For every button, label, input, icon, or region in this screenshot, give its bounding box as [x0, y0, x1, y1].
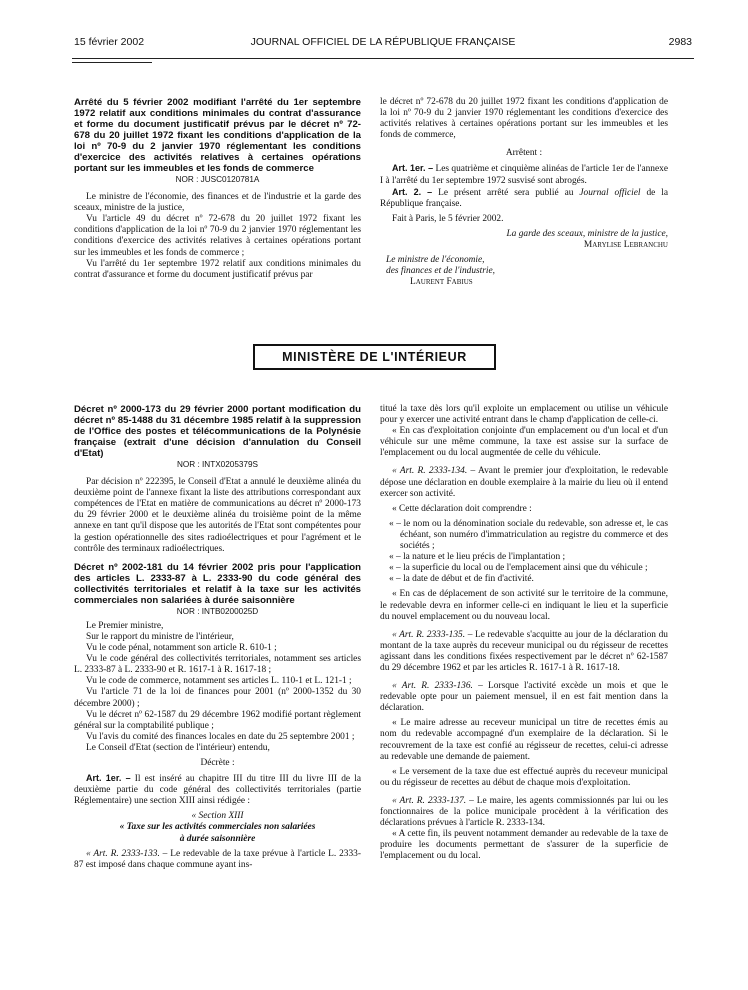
decree-visa: Vu l'avis du comité des finances locales en date du 25 septembre 2001 ; [86, 731, 355, 742]
arrete-article-1 [380, 163, 668, 186]
article-label: « Art. R. 2333-134. [392, 466, 468, 477]
signatory-1-title: La garde des sceaux, ministre de la justice, [506, 228, 668, 239]
arrete-article-2 [380, 187, 668, 210]
decree-2002-181-title: Décret nº 2002-181 du 14 février 2002 pris pour l'application des articles L. 2333-87 à L. 2333-90 du code général des collectivités territoriales et relatif à la taxe sur les activités commerciales non salariées à durée saisonnière [74, 561, 361, 606]
decree-2000-173-title: Décret nº 2000-173 du 29 février 2000 portant modification du décret nº 85-1488 du 31 décembre 1985 relatif à la suppression de l'Office des postes et télécommunications de la Polynésie française (extrait d'une décision d'annulation du Conseil d'Etat) [74, 404, 361, 459]
body-paragraph: « A cette fin, ils peuvent notamment demander au redevable de la taxe de produire les documents permettant de s'assurer de la superficie de l'emplacement ou du local. [380, 829, 668, 862]
decree-visa: Vu l'article 71 de la loi de finances pour 2001 (nº 2000-1352 du 30 décembre 2000) ; [74, 687, 361, 709]
arrete-continuation: le décret nº 72-678 du 20 juillet 1972 fixant les conditions d'application de la loi nº 70-9 du 2 janvier 1970 réglementant les conditions d'exercice des activités relatives à certaines opérations portant sur les immeubles et les fonds de commerce, [380, 97, 668, 141]
decree-visa: Vu le code pénal, notamment son article R. 610-1 ; [86, 643, 277, 654]
list-item: « – le nom ou la dénomination sociale du redevable, son adresse et, le cas échéant, son numéro d'immatriculation au registre du commerce et des sociétés ; [389, 518, 668, 552]
decree-visa: Vu le code général des collectivités territoriales, notamment ses articles L. 2333-87 à L. 2333-90 et R. 1617-1 à R. 1617-18 ; [74, 654, 361, 676]
decree-article-1-text: Il est inséré au chapitre III du titre III du livre III de la deuxième partie du code général des collectivités territoriales (partie Réglementaire) une section XIII ainsi rédigée : [74, 774, 362, 807]
article-r2333-137 [380, 796, 668, 829]
signatory-2-name: Laurent Fabius [410, 277, 473, 288]
header-date: 15 février 2002 [74, 36, 145, 48]
arrete-column-left [74, 97, 361, 281]
article-1-text: Les quatrième et cinquième alinéas de l'article 1er de l'annexe I à l'arrêté du 1er septembre 1972 susvisé sont abrogés. [380, 164, 669, 186]
decree-2000-173-body: Par décision nº 222395, le Conseil d'Etat a annulé le deuxième alinéa du deuxième point de l'annexe fixant la liste des attributions correspondant aux compétences de l'Etat en matière de communications au décret nº 2000-173 du 29 février 2000 et le deuxième alinéa du troisième point de la même annexe en tant qu'il dispose que les autorités de l'Etat sont compétentes pour la gestion opérationnelle des sites radioélectriques et pour l'agrément et le contrôle des terminaux radioélectriques. [74, 477, 361, 554]
decree-article-1 [74, 773, 361, 807]
article-2-text: Le présent arrêté sera publié au [438, 187, 574, 198]
article-text: – Lorsque l'activité excède un mois et que le redevable opte pour un paiement mensuel, il en est fait mention dans la déclaration. [380, 681, 668, 714]
article-r2333-136 [380, 681, 668, 714]
arrete-para: Vu l'arrêté du 1er septembre 1972 relatif aux conditions minimales du contrat d'assurance et forme du document justificatif prévus par [74, 258, 361, 280]
article-r2333-135 [380, 630, 668, 674]
article-2-label: Art. 2. – [392, 186, 433, 197]
header-rule [72, 58, 694, 59]
body-paragraph: « En cas d'exploitation conjointe d'un emplacement ou d'un local et d'un véhicule sur une même commune, la taxe est assise sur la surface de l'emplacement ou du local augmentée de celle du véhicule. [380, 426, 668, 459]
decree-visa: Le Conseil d'Etat (section de l'intérieur) entendu, [86, 742, 270, 753]
body-paragraph: « En cas de déplacement de son activité sur le territoire de la commune, le redevable devra en informer celle-ci en indiquant le lieu et la superficie du nouvel emplacement ou du nouveau local. [380, 589, 668, 622]
signatory-1-name: Marylise Lebranchu [583, 240, 668, 251]
running-header [74, 36, 692, 52]
decree-visa: Vu le code de commerce, notamment ses articles L. 110-1 et L. 121-1 ; [86, 676, 352, 687]
article-r2333-134 [380, 466, 668, 499]
section-xiii-subtitle: à durée saisonnière [179, 833, 256, 844]
arretent-label: Arrêtent : [505, 148, 543, 159]
decree-article-1-label: Art. 1er. – [86, 773, 131, 784]
article-2-text-end: de la République française. [380, 187, 669, 209]
journal-title: JOURNAL OFFICIEL DE LA RÉPUBLIQUE FRANÇAISE [250, 36, 516, 48]
decrete-label: Décrète : [200, 757, 235, 768]
arrete-title: Arrêté du 5 février 2002 modifiant l'arrêté du 1er septembre 1972 relatif aux conditions minimales du contrat d'assurance et forme du document justificatif prévus par le décret nº 72-678 du 20 juillet 1972 fixant les conditions d'application de la loi nº 70-9 du 2 janvier 1970 réglementant les conditions d'exercice des activités relatives à certaines opérations portant sur les immeubles et les fonds de commerce [74, 97, 361, 174]
arrete-column-right [380, 97, 668, 288]
section-xiii-subtitle: « Taxe sur les activités commerciales non salariées [119, 822, 316, 833]
body-paragraph: « Le versement de la taxe due est effectué auprès du receveur municipal ou du régisseur de recettes au début de chaque mois d'exploitation. [380, 766, 668, 788]
article-label: « Art. R. 2333-136. [392, 681, 473, 692]
arrete-para: Le ministre de l'économie, des finances et de l'industrie et la garde des sceaux, ministre de la justice, [74, 192, 361, 214]
article-text: – Le redevable de la taxe prévue à l'article L. 2333-87 est imposé dans chaque commune ayant ins- [74, 848, 361, 870]
decree-column-right [380, 404, 668, 862]
article-label: « Art. R. 2333-135. [392, 629, 466, 640]
arrete-nor: NOR : JUSC0120781A [175, 175, 260, 184]
decree-2000-173-nor: NOR : INTX0205379S [176, 460, 258, 469]
list-item: « – la date de début et de fin d'activité. [389, 574, 534, 585]
fait-a-paris: Fait à Paris, le 5 février 2002. [392, 213, 504, 224]
article-text: – Le redevable s'acquitte au jour de la déclaration du montant de la taxe auprès du receveur municipal ou du régisseur de recettes agissant dans les conditions fixées respectivement par le décret nº 62-1587 du 29 décembre 1962 et par les articles R. 1617-1 à R. 1617-18. [380, 629, 668, 673]
article-continuation: titué la taxe dès lors qu'il exploite un emplacement ou utilise un véhicule pour y exercer une activité entrant dans le champ d'application de celle-ci. [380, 404, 668, 426]
article-1-label: Art. 1er. – [392, 163, 434, 174]
article-r2333-133 [74, 849, 361, 871]
article-text: – Avant le premier jour d'exploitation, le redevable dépose une déclaration en double exemplaire à la mairie du lieu où il entend exercer son activité. [380, 466, 668, 499]
article-label: « Art. R. 2333-133. [86, 848, 160, 859]
decree-visa: Sur le rapport du ministre de l'intérieur, [86, 631, 234, 642]
list-item: « – la superficie du local ou de l'emplacement ainsi que du véhicule ; [389, 563, 648, 574]
journal-officiel-ref: Journal officiel [579, 187, 641, 198]
decree-visa: Le Premier ministre, [86, 620, 164, 631]
list-item: « – la nature et le lieu précis de l'implantation ; [389, 552, 566, 563]
article-label: « Art. R. 2333-137. [392, 795, 467, 806]
signatory-2-title: des finances et de l'industrie, [386, 266, 496, 277]
ministry-banner: MINISTÈRE DE L'INTÉRIEUR [253, 344, 496, 370]
page-number: 2983 [668, 36, 692, 48]
article-text: – Le maire, les agents commissionnés par lui ou les fonctionnaires de la police municipale procèdent à la vérification des déclarations prévues à l'article R. 2333-134. [380, 795, 668, 829]
section-xiii-heading: « Section XIII [191, 811, 244, 822]
body-paragraph: « Cette déclaration doit comprendre : [392, 503, 532, 514]
signatory-2-title: Le ministre de l'économie, [386, 255, 485, 266]
body-paragraph: « Le maire adresse au receveur municipal un titre de recettes émis au nom du redevable accompagné d'un exemplaire de la déclaration. Si le recouvrement de la taxe est confié au régisseur de recettes, celui-ci adresse au redevable une demande de paiement. [380, 718, 668, 762]
header-rule-short [72, 62, 152, 63]
decree-2002-181-nor: NOR : INTB0200025D [176, 606, 259, 616]
decree-column-left [74, 404, 361, 871]
arrete-para: Vu l'article 49 du décret nº 72-678 du 20 juillet 1972 fixant les conditions d'application de la loi nº 70-9 du 2 janvier 1970 réglementant les conditions d'exercice des activités relatives à certaines opérations portant sur les immeubles et les fonds de commerce ; [74, 214, 361, 258]
decree-visa: Vu le décret nº 62-1587 du 29 décembre 1962 modifié portant règlement général sur la comptabilité publique ; [74, 709, 361, 731]
